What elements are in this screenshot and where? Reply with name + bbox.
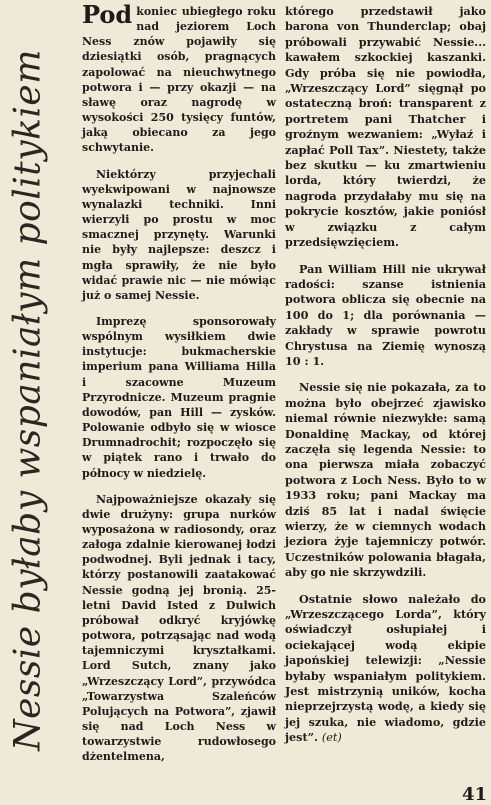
column-left <box>82 0 276 776</box>
paragraph-7: Nessie się nie pokazała, za to można było obejrzeć zjawisko niemal równie niezwykłe: samą Donaldinę Mackay, od której zaczęła się legenda Nessie: to ona pierwsza miała zobaczyć potwora z Loch Ness. Było to w 1933 roku; pani Mackay ma dziś 85 lat i nadal święcie wierzy, że w ciemnych wodach jeziora żyje tajemniczy potwór. Uczestników polowania błagała, aby go nie skrzywdzili. <box>285 380 486 580</box>
column-right <box>285 4 486 757</box>
paragraph-5: którego przedstawił jako barona von Thunderclap; obaj próbowali przywabić Nessie... kawałem szkockiej kaszanki. Gdy próba się nie powiodła, „Wrzeszczący Lord” sięgnął po ostateczną broń: transparent z portretem pani Thatcher i groźnym wezwaniem: „Wyłaź i zapłać Poll Tax”. Niestety, także bez skutku — ku zmartwieniu lorda, który twierdzi, że nagroda przydałaby mu się na pokrycie kosztów, jakie poniósł w związku z całym przedsięwzięciem. <box>285 4 486 250</box>
paragraph-8 <box>285 592 486 746</box>
paragraph-8-text: Ostatnie słowo należało do „Wrzeszczącego Lorda”, który oświadczył osłupiałej i ociekającej wodą ekipie japońskiej telewizji: „Nessie byłaby wspaniałym politykiem. Jest mistrzynią uników, kocha nieprzejrzystą wodę, a kiedy się jej szuka, nie wiadomo, gdzie jest”. <box>285 591 486 745</box>
paragraph-1-text: koniec ubiegłego roku nad jeziorem Loch Ness znów pojawiły się dziesiątki osób, pragnących zapolować na nieuchwytnego potwora i — przy okazji — na sławę oraz nagrodę w wysokości 250 tysięcy funtów, jaką obiecano za jego schwytanie. <box>82 5 276 155</box>
article-title: Nessie byłaby wspaniałym politykiem <box>7 49 49 751</box>
paragraph-6: Pan William Hill nie ukrywał radości: szanse istnienia potwora obliczа się obecnie na 100 do 1; dla porównania — zakłady w sprawie powrotu Chrystusa na Ziemię wynoszą 10 : 1. <box>285 261 486 368</box>
title-strip <box>0 0 56 799</box>
drop-word: Pod <box>82 0 133 29</box>
paragraph-3: Imprezę sponsorowały wspólnym wysiłkiem dwie instytucje: bukmacherskie imperium pana Williama Hilla i szacowne Muzeum Przyrodnicze. Muzeum pragnie dowodów, pan Hill — zysków. Polowanie odbyło się w wiosce Drumnadrochit; rozpoczęło się w piątek rano i trwało do północy w niedzielę. <box>82 314 276 480</box>
paragraph-4: Najpoważniejsze okazały się dwie drużyny: grupa nurków wyposażona w radiosondy, oraz załoga zdalnie kierowanej łodzi podwodnej. Byli jednak i tacy, którzy postanowili zaatakować Nessie godną jej bronią. 25-letni David Isted z Dulwich próbował odkryć kryjówkę potwora, potrząsając nad wodą tajemniczymi kryształkami. Lord Sutch, znany jako „Wrzeszczący Lord”, przywódca „Towarzystwa Szaleńców Polujących na Potwora”, zjawił się nad Loch Ness w towarzystwie rudowłosego dżentelmena, <box>82 492 276 764</box>
paragraph-2: Niektórzy przyjechali wyekwipowani w najnowsze wynalazki techniki. Inni wierzyli po prostu w moc smacznej przynęty. Warunki nie były najlepsze: deszcz i mgła sprawiły, że nie było widać prawie nic — nie mówiąc już o samej Nessie. <box>82 167 276 302</box>
paragraph-1 <box>82 0 276 156</box>
author-signature: (et) <box>321 731 342 745</box>
page-number: 41 <box>461 784 487 805</box>
